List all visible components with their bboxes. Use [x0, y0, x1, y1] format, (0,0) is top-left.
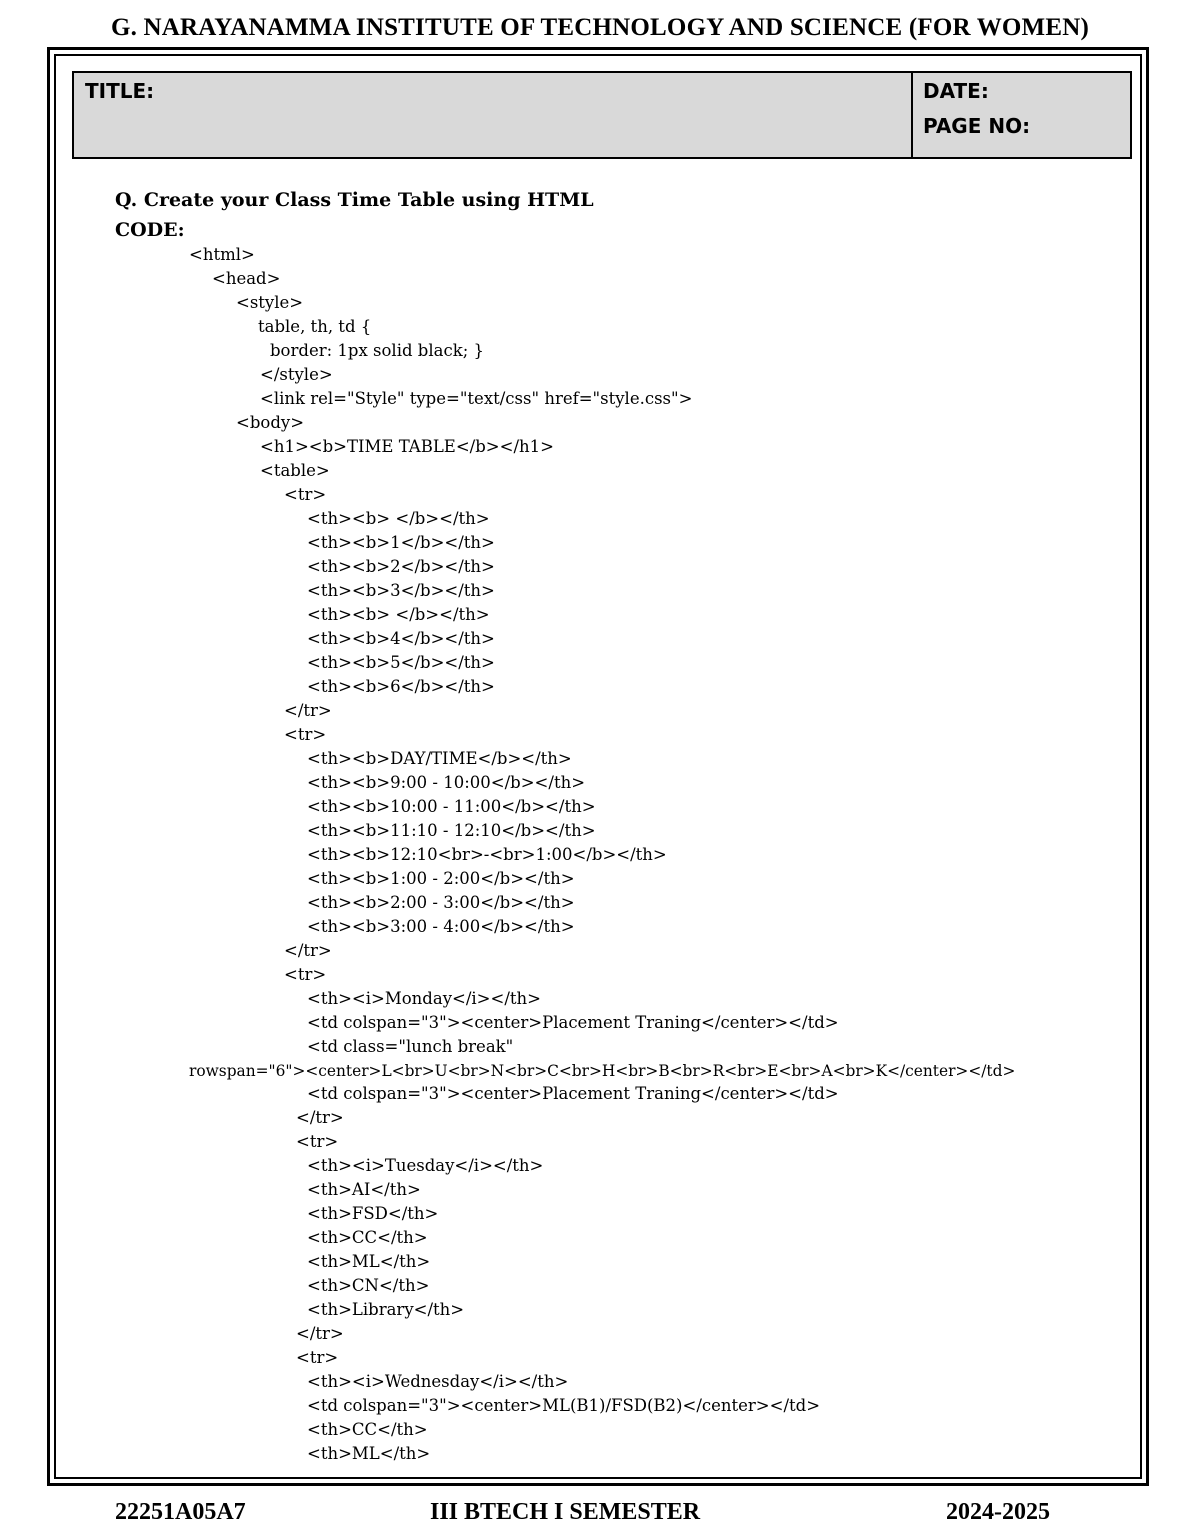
code-line: rowspan="6"><center>L<br>U<br>N<br>C<br>H<br>B<br>R<br>E<br>A<br>K</center></td> — [189, 1062, 1016, 1080]
code-line: <th><b>1:00 - 2:00</b></th> — [307, 869, 575, 888]
code-line: <th><b>DAY/TIME</b></th> — [307, 749, 572, 768]
code-line: <th><b>2</b></th> — [307, 557, 495, 576]
question-text: Q. Create your Class Time Table using HTML — [115, 189, 594, 211]
code-line: <th><b> </b></th> — [307, 509, 490, 528]
title-label: TITLE: — [85, 79, 155, 103]
code-line: <tr> — [284, 725, 327, 744]
code-line: </tr> — [296, 1324, 344, 1343]
code-line: </tr> — [296, 1108, 344, 1127]
code-line: <tr> — [296, 1348, 339, 1367]
code-line: <head> — [212, 269, 281, 288]
code-line: <th><i>Monday</i></th> — [307, 989, 541, 1008]
code-line: <td class="lunch break" — [307, 1037, 514, 1056]
page-no-label: PAGE NO: — [923, 114, 1031, 138]
code-line: table, th, td { — [258, 317, 372, 336]
code-line: <th>ML</th> — [307, 1444, 431, 1463]
code-line: <th><b>3:00 - 4:00</b></th> — [307, 917, 575, 936]
title-box — [72, 71, 1132, 159]
code-line: <th>ML</th> — [307, 1252, 431, 1271]
code-line: <th><b>10:00 - 11:00</b></th> — [307, 797, 596, 816]
footer-year: 2024-2025 — [946, 1499, 1050, 1525]
code-line: <style> — [236, 293, 304, 312]
code-line: <body> — [236, 413, 305, 432]
code-line: <th><b>9:00 - 10:00</b></th> — [307, 773, 586, 792]
institution-header: G. NARAYANAMMA INSTITUTE OF TECHNOLOGY AND SCIENCE (FOR WOMEN) — [110, 14, 1090, 41]
code-line: <h1><b>TIME TABLE</b></h1> — [260, 437, 554, 456]
code-line: </tr> — [284, 701, 332, 720]
code-line: <th>CC</th> — [307, 1228, 428, 1247]
code-line: <th><b>1</b></th> — [307, 533, 495, 552]
code-line: <th>CC</th> — [307, 1420, 428, 1439]
code-line: <th><b>6</b></th> — [307, 677, 495, 696]
code-line: <tr> — [296, 1132, 339, 1151]
code-line: <th><b>11:10 - 12:10</b></th> — [307, 821, 596, 840]
code-line: <td colspan="3"><center>ML(B1)/FSD(B2)</center></td> — [307, 1396, 821, 1415]
code-line: <th><b>4</b></th> — [307, 629, 495, 648]
code-line: <tr> — [284, 485, 327, 504]
code-line: <th>FSD</th> — [307, 1204, 439, 1223]
code-line: <th>AI</th> — [307, 1180, 421, 1199]
footer-roll-number: 22251A05A7 — [115, 1499, 246, 1525]
code-line: border: 1px solid black; } — [270, 341, 484, 360]
code-line: <th><i>Tuesday</i></th> — [307, 1156, 544, 1175]
title-box-divider — [911, 73, 913, 157]
code-line: <th>CN</th> — [307, 1276, 430, 1295]
code-line: <link rel="Style" type="text/css" href="style.css"> — [260, 389, 693, 408]
code-line: <table> — [260, 461, 330, 480]
code-label: CODE: — [115, 219, 185, 241]
code-line: <th><b>5</b></th> — [307, 653, 495, 672]
code-line: <th><b> </b></th> — [307, 605, 490, 624]
code-line: <th><b>2:00 - 3:00</b></th> — [307, 893, 575, 912]
code-line: </tr> — [284, 941, 332, 960]
code-line: <th>Library</th> — [307, 1300, 465, 1319]
date-label: DATE: — [923, 79, 989, 103]
code-line: <html> — [189, 245, 255, 264]
code-line: <th><b>12:10<br>-<br>1:00</b></th> — [307, 845, 667, 864]
code-line: </style> — [260, 365, 333, 384]
code-line: <td colspan="3"><center>Placement Traning</center></td> — [307, 1084, 839, 1103]
code-line: <th><b>3</b></th> — [307, 581, 495, 600]
code-line: <td colspan="3"><center>Placement Traning</center></td> — [307, 1013, 839, 1032]
code-line: <th><i>Wednesday</i></th> — [307, 1372, 569, 1391]
footer-semester: III BTECH I SEMESTER — [430, 1499, 701, 1525]
code-line: <tr> — [284, 965, 327, 984]
